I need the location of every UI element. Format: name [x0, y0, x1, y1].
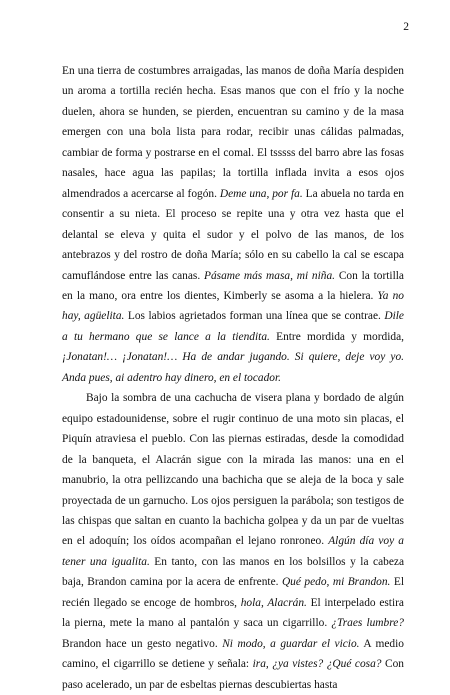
italic-text-segment: ira, ¿ya vistes? ¿Qué cosa?	[252, 658, 382, 671]
paragraph	[62, 388, 404, 695]
text-segment: Entre mordida y mordida,	[269, 330, 404, 343]
paragraph	[62, 61, 404, 388]
text-segment: Los labios agrietados forman una línea que se contrae.	[124, 310, 385, 323]
italic-text-segment: Ni modo, a guardar el vicio.	[222, 637, 360, 650]
text-segment: Brandon hace un gesto negativo.	[62, 637, 223, 650]
text-segment: En tanto, con las manos en los bolsillos y la cabeza baja, Brandon camina por la acera de enfrente.	[62, 555, 404, 589]
text-segment: El recién llegado se encoge de hombros,	[62, 576, 404, 609]
italic-text-segment: Dile a tu hermano que se lance a la tiendita.	[62, 310, 404, 343]
italic-text-segment: Ya no hay, agüelita.	[62, 289, 404, 323]
text-segment: Con la tortilla en la mano, ora entre los dientes, Kimberly se asoma a la hielera.	[62, 269, 404, 302]
italic-text-segment: Qué pedo, mi Brandon.	[281, 576, 391, 589]
italic-text-segment: ¡Jonatan!… ¡Jonatan!… Ha de andar jugando. Si quiere, deje voy yo. Anda pues, ai adentro hay dinero, en el tocador.	[62, 351, 404, 384]
italic-text-segment: Deme una, por fa.	[219, 187, 303, 200]
italic-text-segment: Algún día voy a tener una igualita.	[62, 535, 404, 568]
text-segment: La abuela no tarda en consentir a su nieta. El proceso se repite una y otra vez hasta que el delantal se eleva y quita el sudor y el polvo de las manos, de los antebrazos y del rostro de doña María; sólo en su cabello la cal se escapa camuflándose entre las canas.	[62, 187, 404, 282]
text-segment: Con paso acelerado, un par de esbeltas piernas descubiertas hasta	[62, 658, 404, 691]
body-text	[62, 61, 404, 695]
page-number: 2	[403, 21, 409, 33]
italic-text-segment: Pásame más masa, mi niña.	[204, 269, 336, 282]
italic-text-segment: hola, Alacrán.	[240, 596, 307, 609]
text-segment: El interpelado estira la pierna, mete la mano al pantalón y saca un cigarrillo.	[62, 596, 404, 630]
text-segment: En una tierra de costumbres arraigadas, las manos de doña María despiden un aroma a tortilla recién hecha. Esas manos que con el frío y la noche duelen, ahora se hunden, se pierden, encuentran su camino y de la masa emergen con una bola lista para rodar, recibir unas cálidas palmadas, cambiar de forma y postrarse en el comal. El tsssss del barro abre las fosas nasales, hace agua las papilas; la tortilla inflada invita a esos ojos almendrados a acercarse al fogón.	[62, 65, 404, 200]
text-segment: Bajo la sombra de una cachucha de visera plana y bordado de algún equipo estadounidense, sobre el rugir continuo de una moto sin placas, el Piquín atraviesa el pueblo. Con las piernas estiradas, desde la comodidad de la banqueta, el Alacrán sigue con la mirada las manos: una en el manubrio, la otra pellizcando una bachicha que se aleja de la boca y sale proyectada de un garnucho. Los ojos persiguen la parábola; son testigos de las chispas que saltan en cuanto la bachicha golpea y da un par de vueltas en el adoquín; los oídos acompañan el lejano ronroneo.	[62, 392, 404, 548]
text-segment: A medio camino, el cigarrillo se detiene y señala:	[62, 637, 404, 671]
italic-text-segment: ¿Traes lumbre?	[331, 617, 404, 630]
